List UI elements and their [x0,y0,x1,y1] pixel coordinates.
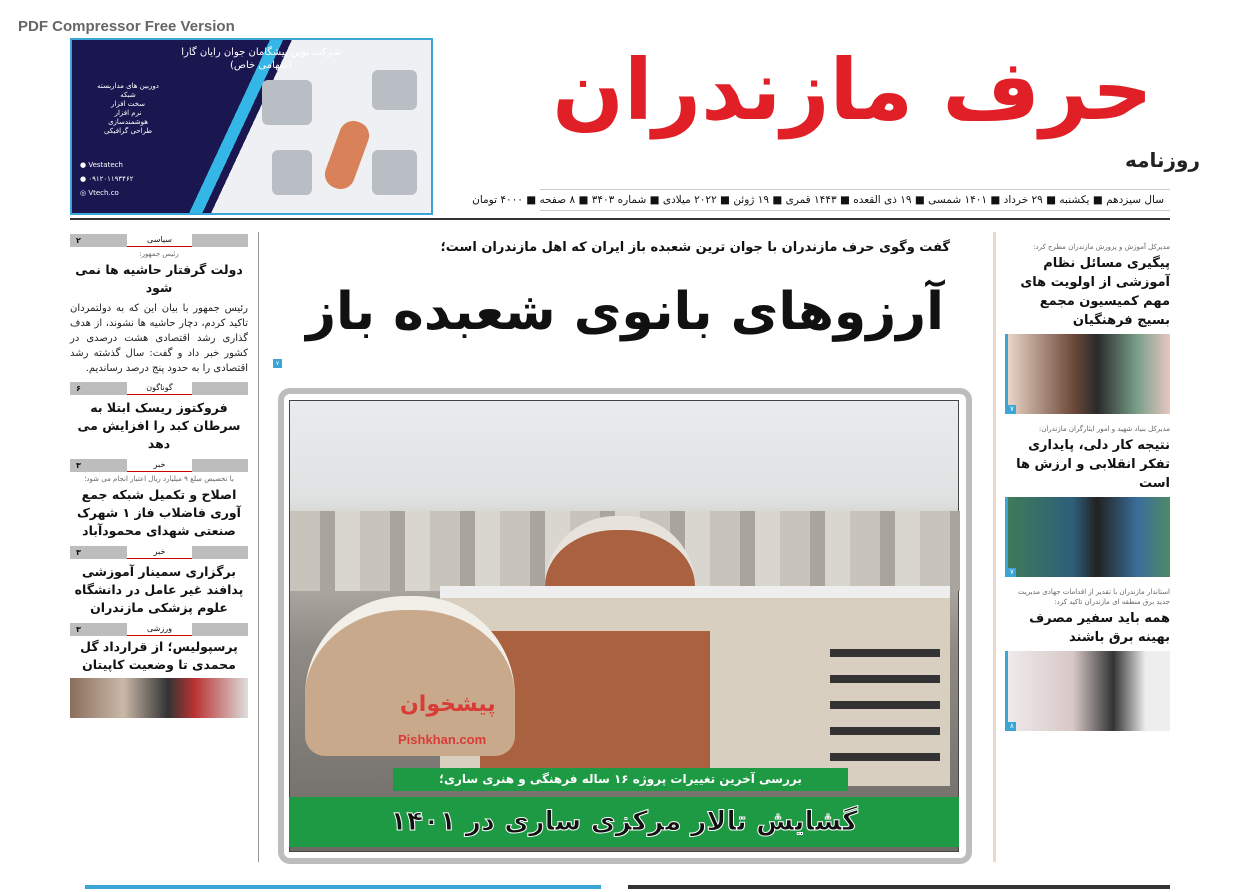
news-headline: فروکتوز ریسک ابتلا به سرطان کبد را افزایش می دهد [77,400,241,451]
masthead-title: حرف مازندران [552,41,1153,139]
advertisement[interactable] [70,38,433,215]
ad-services [78,82,178,136]
ad-social-item: Vtech.co [88,189,119,197]
ad-service: طراحی گرافیکی [103,127,153,135]
page-number: ۳ [76,625,81,634]
news-item[interactable] [1005,585,1170,731]
news-headline: همه باید سفیر مصرف بهینه برق باشند [1029,611,1170,645]
section-label: سیاسی [127,234,192,247]
ad-company-type: (سهامی خاص) [229,60,293,71]
news-item[interactable] [70,459,248,540]
ad-company-name: شرکت نوین پیشگامان جوان رایان گارا [181,47,341,58]
news-kicker: رئیس جمهور: [139,250,179,258]
ad-service: هوشمندسازی [108,118,148,126]
section-label: خبر [127,546,192,559]
ad-social: ● Vestatech ● ۰۹۱۲۰۱۱۹۳۴۶۲ ◎ Vtech.co [80,161,134,197]
header-divider [70,218,1170,220]
ad-device-icon [272,150,312,195]
news-headline: نتیجه کار دلی، پایداری تفکر انقلابی و ارزش ها است [1016,438,1170,491]
building-windows [830,631,940,771]
news-kicker: با تخصیص مبلغ ۹ میلیارد ریال اعتبار انجام می شود؛ [84,475,234,483]
page-number: ۷ [1010,568,1014,576]
main-headline[interactable]: آرزوهای بانوی شعبده باز [306,282,944,342]
ad-device-icon [262,80,312,125]
column-divider [993,232,996,862]
page-marker: ۷ [273,359,282,368]
news-item[interactable] [1005,422,1170,577]
news-photo [1005,497,1170,577]
column-divider [258,232,259,862]
news-headline: پیگیری مسائل نظام آموزشی از اولویت های مهم کمیسیون مجمع بسیج فرهنگیان [1020,256,1170,328]
news-headline: برگزاری سمینار آموزشی پدافند غیر عامل در دانشگاه علوم پزشکی مازندران [74,564,244,615]
ad-service: نرم افزار [114,109,142,117]
dateline: سال سیزدهم ■ یکشنبه ■ ۲۹ خرداد ■ ۱۴۰۱ شمسی ■ ۱۹ ذی القعده ■ ۱۴۴۳ قمری ■ ۱۹ ژوئن ■ ۲۰۲۲ میلادی ■ شماره ۳۴۰۳ ■ ۸ صفحه ■ ۴۰۰۰ تومان [540,189,1170,211]
photo-kicker: بررسی آخرین تغییرات پروژه ۱۶ ساله فرهنگی و هنری ساری؛ [393,768,848,791]
ad-hand-image [321,117,373,193]
bottom-dark-rule [628,885,1170,889]
news-photo [1005,334,1170,414]
section-label: خبر [127,459,192,472]
pishkhan-watermark: پیشخوان [400,692,496,717]
page-number: ۳ [76,461,81,470]
news-item[interactable] [1005,240,1170,414]
news-photo [1005,651,1170,731]
news-item[interactable] [70,234,248,376]
main-kicker: گفت وگوی حرف مازندران با جوان ترین شعبده باز ایران که اهل مازندران است؛ [440,240,950,255]
news-headline: دولت گرفتار حاشیه ها نمی شود [75,262,243,295]
left-column [70,234,248,718]
news-body: رئیس جمهور با بیان این که به دولتمردان تاکید کردم، دچار حاشیه ها نشوند، از هدف گذاری رشد اقتصادی هشت درصدی در کشور خبر داد و گفت: سال گذشته رشد اقتصادی را به حدود پنج درصد رساندیم. [70,303,248,374]
page-number: ۲ [76,236,81,245]
section-label: ورزشی [127,623,192,636]
page-number: ۶ [76,384,81,393]
news-headline: اصلاح و تکمیل شبکه جمع آوری فاضلاب فاز ۱ شهرک صنعتی شهدای محمودآباد [77,487,241,538]
section-label: گوناگون [127,382,192,395]
sports-photo [70,678,248,718]
news-kicker: مدیرکل آموزش و پرورش مازندران مطرح کرد: [1033,243,1170,251]
ad-social-item: Vestatech [88,161,123,169]
ad-social-item: ۰۹۱۲۰۱۱۹۳۴۶۲ [88,175,134,183]
photo-headline[interactable]: گشایش تالار مرکزی ساری در ۱۴۰۱ [289,797,959,847]
ad-company [171,46,351,72]
page-number: ۷ [1010,405,1014,413]
news-item[interactable] [70,382,248,453]
ad-service: دوربین های مداربسته [97,82,159,90]
watermark-text: PDF Compressor Free Version [18,18,235,35]
page-number: ۳ [76,548,81,557]
news-kicker: مدیرکل بنیاد شهید و امور ایثارگران مازندران: [1038,425,1170,433]
news-kicker: استاندار مازندران با تقدیر از اقدامات جهادی مدیریت جدید برق منطقه ای مازندران تاکید کرد: [1017,588,1170,606]
bottom-blue-rule [85,885,601,889]
ad-device-icon [372,70,417,110]
ad-service: شبکه [120,91,136,99]
right-column [1005,240,1170,731]
ad-device-icon [372,150,417,195]
news-item[interactable] [70,623,248,718]
pishkhan-watermark-url: Pishkhan.com [398,732,487,747]
page-number: ۸ [1010,722,1014,730]
news-headline: پرسپولیس؛ از قرارداد گل محمدی تا وضعیت کاپیتان [80,639,238,672]
ad-service: سخت افزار [111,100,145,108]
masthead-subtitle: روزنامه [1125,148,1200,172]
news-item[interactable] [70,546,248,617]
